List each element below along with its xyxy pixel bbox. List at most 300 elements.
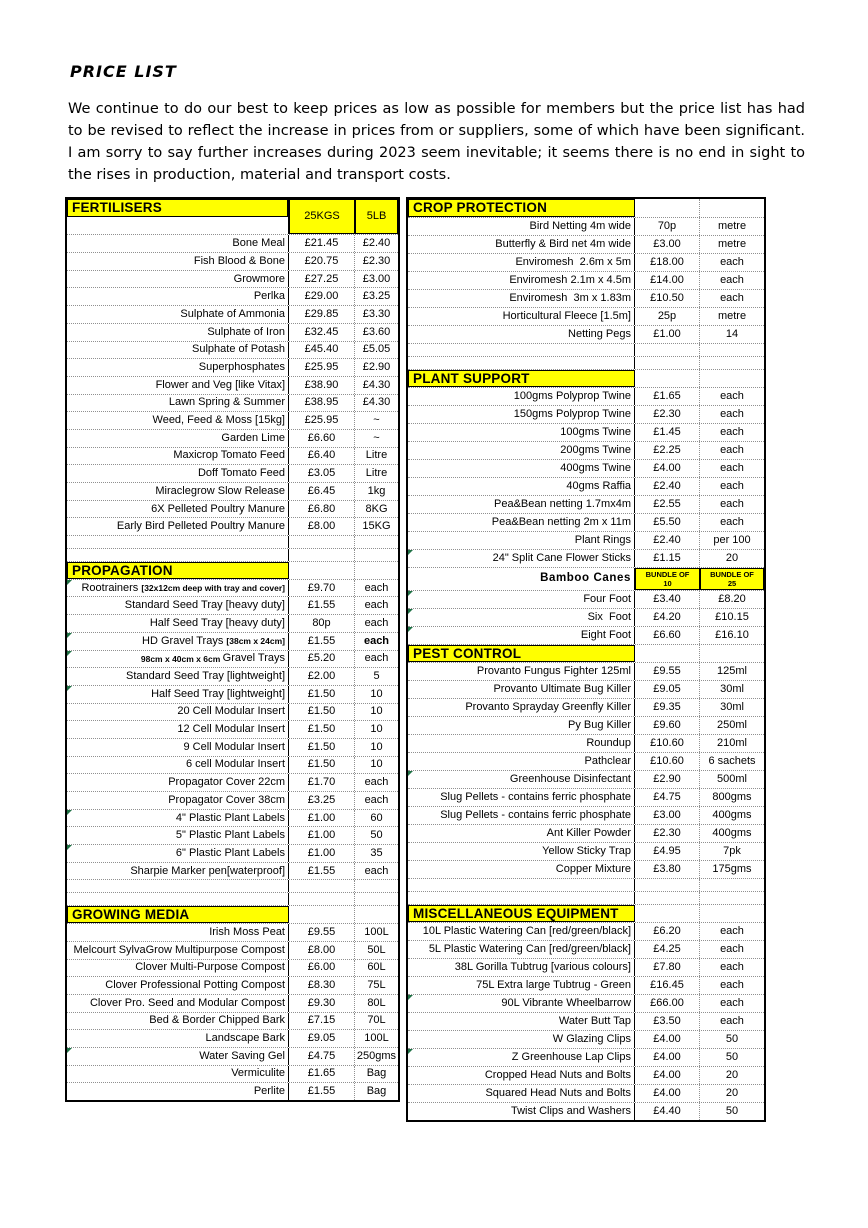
item-price: £9.30	[289, 995, 355, 1012]
item-price: £66.00	[635, 995, 700, 1012]
label-text: Garden Lime	[221, 431, 285, 444]
table-row	[408, 567, 764, 590]
section-title: PLANT SUPPORT	[408, 370, 635, 387]
item-label	[408, 995, 635, 1012]
table-row	[67, 1012, 398, 1030]
label-text: Perlite	[253, 1085, 285, 1098]
label-text: Yellow Sticky Trap	[542, 845, 631, 857]
empty-cell	[700, 892, 764, 904]
table-row	[408, 1084, 764, 1102]
item-label	[67, 377, 289, 394]
section-title: PROPAGATION	[67, 562, 289, 579]
table-row	[408, 387, 764, 405]
item-unit: £8.20	[718, 593, 746, 605]
label-part: Gravel Trays	[222, 652, 285, 665]
empty-cell	[67, 549, 289, 561]
label-text: Irish Moss Peat	[209, 925, 285, 938]
item-label	[67, 395, 289, 412]
label-text: Roundup	[586, 737, 631, 749]
item-price: £16.45	[635, 977, 700, 994]
label-text: Clover Pro. Seed and Modular Compost	[89, 996, 285, 1009]
item-label	[67, 960, 289, 977]
empty-cell	[289, 562, 355, 579]
empty-cell	[635, 892, 700, 904]
item-unit: each	[720, 444, 744, 456]
label-text: Perlka	[253, 290, 285, 303]
label-text: Pea&Bean netting 1.7mx4m	[494, 498, 631, 510]
item-unit: each	[720, 390, 744, 402]
table-row	[67, 341, 398, 359]
item-unit: each	[364, 793, 389, 806]
table-row	[408, 940, 764, 958]
item-unit: each	[364, 581, 389, 594]
item-unit: 75L	[367, 979, 386, 992]
item-unit: 100L	[364, 1032, 389, 1045]
item-price: £10.60	[635, 735, 700, 752]
comment-marker	[67, 1048, 72, 1053]
item-unit: Bag	[366, 1067, 387, 1080]
table-row	[67, 482, 398, 500]
empty-cell	[355, 549, 398, 561]
section-header-row	[408, 644, 764, 662]
table-row	[408, 662, 764, 680]
item-label	[67, 827, 289, 844]
item-price: 25p	[635, 308, 700, 325]
empty-cell	[289, 536, 355, 548]
comment-marker	[408, 1049, 413, 1054]
label-text: 6 cell Modular Insert	[185, 758, 285, 771]
label-text: Early Bird Pelleted Poultry Manure	[116, 520, 285, 533]
item-unit: each	[720, 480, 744, 492]
item-price: £25.95	[289, 359, 355, 376]
item-price: £1.50	[289, 721, 355, 738]
item-label	[408, 861, 635, 878]
item-label	[408, 460, 635, 477]
item-price: £1.00	[289, 845, 355, 862]
label-text: Sulphate of Ammonia	[180, 307, 285, 320]
item-label	[67, 342, 289, 359]
item-unit: 60L	[367, 961, 386, 974]
item-unit: 70L	[367, 1014, 386, 1027]
table-row	[408, 405, 764, 423]
table-row	[67, 667, 398, 685]
item-label	[408, 825, 635, 842]
empty-cell	[635, 344, 700, 356]
label-text: Pathclear	[584, 755, 631, 767]
item-label	[408, 550, 635, 567]
item-price: £7.80	[635, 959, 700, 976]
item-price: £1.00	[635, 326, 700, 343]
item-price: £9.05	[635, 681, 700, 698]
label-text: 150gms Polyprop Twine	[513, 408, 631, 420]
item-price: £1.50	[289, 704, 355, 721]
item-price: £18.00	[635, 254, 700, 271]
empty-cell	[700, 357, 764, 369]
item-label	[67, 686, 289, 703]
label-text: Enviromesh 2.1m x 4.5m	[509, 274, 631, 286]
item-unit: 7pk	[723, 845, 741, 857]
label-text: Bird Netting 4m wide	[529, 220, 631, 232]
label-text: Doff Tomato Feed	[197, 467, 285, 480]
label-text: 10L Plastic Watering Can [red/green/black]	[422, 925, 631, 937]
item-unit: 15KG	[362, 520, 391, 533]
page-title: PRICE LIST	[70, 62, 177, 81]
label-text: Sulphate of Potash	[192, 343, 285, 356]
label-text: Plant Rings	[574, 534, 631, 546]
item-label	[408, 735, 635, 752]
item-label	[67, 597, 289, 614]
price-table-left	[65, 197, 400, 1102]
item-price: £9.55	[635, 663, 700, 680]
item-label	[67, 810, 289, 827]
item-label	[67, 845, 289, 862]
label-text: Fish Blood & Bone	[193, 254, 285, 267]
comment-marker	[408, 995, 413, 1000]
item-price: £2.55	[635, 496, 700, 513]
table-row	[408, 531, 764, 549]
item-price: £5.50	[635, 514, 700, 531]
table-row	[408, 680, 764, 698]
gap-row	[408, 343, 764, 356]
table-row	[67, 596, 398, 614]
table-row	[408, 1102, 764, 1120]
table-row	[408, 235, 764, 253]
table-row	[408, 307, 764, 325]
label-text: Superphosphates	[198, 361, 285, 374]
gap-row	[67, 535, 398, 548]
item-label	[408, 478, 635, 495]
item-price: £2.30	[635, 406, 700, 423]
section-header-row	[408, 904, 764, 922]
item-unit: 400gms	[712, 809, 752, 821]
item-price: £29.00	[289, 288, 355, 305]
item-unit: each	[720, 498, 744, 510]
table-row	[408, 958, 764, 976]
item-label	[67, 580, 289, 597]
item-price: £1.55	[289, 633, 355, 650]
item-label	[408, 591, 635, 608]
label-text: Half Seed Tray [lightweight]	[151, 687, 285, 700]
item-label	[408, 609, 635, 626]
label-text: Provanto Ultimate Bug Killer	[493, 683, 631, 695]
item-label	[67, 668, 289, 685]
label-text: 400gms Twine	[560, 462, 631, 474]
item-unit: 50	[370, 829, 383, 842]
item-price: £4.40	[635, 1103, 700, 1120]
empty-cell	[700, 199, 764, 217]
item-label	[408, 272, 635, 289]
item-label	[67, 615, 289, 632]
label-text: Cropped Head Nuts and Bolts	[484, 1069, 631, 1081]
item-label	[408, 1085, 635, 1102]
table-row	[408, 994, 764, 1012]
item-label	[67, 412, 289, 429]
label-text: Provanto Fungus Fighter 125ml	[476, 665, 631, 677]
label-text: Pea&Bean netting 2m x 11m	[491, 516, 631, 528]
item-label	[408, 627, 635, 644]
item-label	[408, 254, 635, 271]
item-unit: £4.30	[362, 378, 391, 391]
item-unit: 6 sachets	[708, 755, 756, 767]
item-unit: 10	[370, 687, 383, 700]
item-price: £1.65	[289, 1066, 355, 1083]
table-row	[408, 716, 764, 734]
item-unit: 125ml	[717, 665, 747, 677]
item-label	[67, 792, 289, 809]
table-row	[408, 1048, 764, 1066]
item-price: £32.45	[289, 324, 355, 341]
label-text: Slug Pellets - contains ferric phosphate	[440, 809, 631, 821]
label-text: Enviromesh 2.6m x 5m	[515, 256, 631, 268]
item-price: £6.00	[289, 960, 355, 977]
comment-marker	[408, 627, 413, 632]
item-label	[408, 514, 635, 531]
item-unit: each	[720, 997, 744, 1009]
label-part: HD Gravel Trays	[142, 634, 227, 647]
table-row	[67, 579, 398, 597]
item-unit: 10	[370, 740, 383, 753]
label-text: Miraclegrow Slow Release	[155, 484, 285, 497]
label-text: Half Seed Tray [heavy duty]	[149, 616, 285, 629]
item-price: £10.50	[635, 290, 700, 307]
table-row	[67, 614, 398, 632]
table-row	[408, 1012, 764, 1030]
item-price: £6.20	[635, 923, 700, 940]
item-price: £6.60	[289, 430, 355, 447]
item-label	[408, 218, 635, 235]
item-price: £2.00	[289, 668, 355, 685]
item-unit: 20	[725, 1087, 739, 1099]
empty-cell	[67, 217, 288, 235]
gap-row	[67, 548, 398, 561]
label-text: Netting Pegs	[568, 328, 631, 340]
item-label	[408, 923, 635, 940]
label-text: Sulphate of Iron	[207, 325, 285, 338]
item-unit: Bag	[366, 1085, 387, 1098]
table-row	[408, 441, 764, 459]
item-label	[408, 699, 635, 716]
empty-cell	[289, 880, 355, 892]
item-label	[67, 501, 289, 518]
label-text: Py Bug Killer	[568, 719, 631, 731]
item-price: £3.05	[289, 465, 355, 482]
item-unit: £16.10	[715, 629, 749, 641]
table-row	[408, 253, 764, 271]
column-header-bundle-10	[635, 568, 700, 590]
section-header-row	[408, 199, 764, 217]
label-text: Squared Head Nuts and Bolts	[485, 1087, 631, 1099]
item-unit: 50L	[367, 943, 386, 956]
item-price: £2.40	[635, 532, 700, 549]
item-label	[408, 1031, 635, 1048]
item-unit: metre	[717, 220, 747, 232]
item-label	[408, 290, 635, 307]
gap-row	[67, 892, 398, 905]
empty-cell	[635, 905, 700, 922]
item-unit: each	[720, 274, 744, 286]
item-unit: Litre	[365, 467, 388, 480]
table-row	[67, 923, 398, 941]
table-row	[408, 752, 764, 770]
item-label	[408, 308, 635, 325]
item-unit: 1kg	[367, 484, 386, 497]
item-price: £8.00	[289, 518, 355, 535]
label-text: Standard Seed Tray [heavy duty]	[124, 599, 285, 612]
item-unit: each	[720, 961, 744, 973]
item-label	[408, 406, 635, 423]
table-row	[67, 270, 398, 288]
item-price: £1.70	[289, 774, 355, 791]
empty-cell	[355, 562, 398, 579]
comment-marker	[67, 633, 72, 638]
item-price: £9.05	[289, 1030, 355, 1047]
item-price: £1.55	[289, 597, 355, 614]
table-row	[67, 464, 398, 482]
item-unit: 60	[370, 811, 383, 824]
empty-cell	[700, 645, 764, 662]
column-header-bundle-25	[700, 568, 764, 590]
label-text: 40gms Raffia	[566, 480, 631, 492]
label-text: 38L Gorilla Tubtrug [various colours]	[454, 961, 631, 973]
label-text: 6" Plastic Plant Labels	[175, 846, 285, 859]
table-row	[67, 287, 398, 305]
label-text: Standard Seed Tray [lightweight]	[126, 670, 285, 683]
item-unit: each	[364, 776, 389, 789]
comment-marker	[408, 591, 413, 596]
label-text: 4" Plastic Plant Labels	[175, 811, 285, 824]
item-unit: metre	[717, 238, 747, 250]
label-text: Landscape Bark	[205, 1032, 285, 1045]
item-price: £38.90	[289, 377, 355, 394]
item-label: Bamboo Canes	[408, 568, 635, 590]
item-price: £1.15	[635, 550, 700, 567]
section-title: GROWING MEDIA	[67, 906, 289, 923]
table-row	[408, 770, 764, 788]
item-label	[67, 359, 289, 376]
item-label	[408, 789, 635, 806]
item-unit: 10	[370, 705, 383, 718]
label-text: 200gms Twine	[560, 444, 631, 456]
item-unit: £3.25	[362, 290, 391, 303]
item-label	[408, 424, 635, 441]
table-row	[67, 773, 398, 791]
item-unit: 10	[370, 723, 383, 736]
label-text: Clover Multi-Purpose Compost	[135, 961, 285, 974]
label-text: Provanto Sprayday Greenfly Killer	[465, 701, 631, 713]
item-label	[408, 532, 635, 549]
item-label	[67, 1083, 289, 1100]
table-row	[67, 809, 398, 827]
table-row	[67, 429, 398, 447]
item-unit: 8KG	[365, 502, 388, 515]
section-title: FERTILISERS	[67, 199, 288, 217]
item-price: £4.95	[635, 843, 700, 860]
item-price: £4.00	[635, 460, 700, 477]
item-price: £4.75	[289, 1048, 355, 1065]
label-text: Butterfly & Bird net 4m wide	[495, 238, 631, 250]
item-label	[67, 721, 289, 738]
table-row	[408, 860, 764, 878]
section-header-row	[67, 199, 398, 234]
label-text: Bed & Border Chipped Bark	[149, 1014, 285, 1027]
empty-cell	[700, 344, 764, 356]
item-price: £2.40	[635, 478, 700, 495]
item-price: £1.45	[635, 424, 700, 441]
item-label	[67, 448, 289, 465]
item-price: £20.75	[289, 253, 355, 270]
comment-marker	[408, 550, 413, 555]
item-label	[408, 326, 635, 343]
section-title: PEST CONTROL	[408, 645, 635, 662]
label-text: Four Foot	[583, 593, 631, 605]
label-text: Horticultural Fleece [1.5m]	[502, 310, 631, 322]
table-row	[67, 1065, 398, 1083]
label-text: Copper Mixture	[555, 863, 631, 875]
bundle-line: BUNDLE OF	[710, 570, 754, 579]
table-row	[67, 376, 398, 394]
item-price: £3.00	[635, 236, 700, 253]
label-text: 9 Cell Modular Insert	[183, 740, 285, 753]
column-header-unit: 5LB	[355, 199, 398, 234]
item-price: 70p	[635, 218, 700, 235]
table-row	[408, 842, 764, 860]
item-unit: 5	[373, 670, 380, 683]
item-label	[67, 977, 289, 994]
item-price: £2.25	[635, 442, 700, 459]
item-label	[67, 757, 289, 774]
item-unit: 80L	[367, 996, 386, 1009]
item-label	[408, 1049, 635, 1066]
column-header-price: 25KGS	[289, 199, 355, 234]
table-row	[67, 1082, 398, 1100]
item-price: £8.30	[289, 977, 355, 994]
item-label	[408, 807, 635, 824]
item-price: £3.25	[289, 792, 355, 809]
empty-cell	[67, 536, 289, 548]
item-unit: 50	[725, 1033, 739, 1045]
table-row	[67, 411, 398, 429]
label-text: 75L Extra large Tubtrug - Green	[476, 979, 631, 991]
label-text: 20 Cell Modular Insert	[177, 705, 285, 718]
item-unit: ~	[373, 431, 380, 444]
label-column-stack	[67, 199, 289, 234]
item-price: £9.35	[635, 699, 700, 716]
label-text: Water Saving Gel	[199, 1049, 285, 1062]
item-label	[67, 924, 289, 941]
item-unit: £4.30	[362, 396, 391, 409]
table-row	[408, 976, 764, 994]
empty-cell	[355, 906, 398, 923]
label-text: Z Greenhouse Lap Clips	[511, 1051, 631, 1063]
item-label	[408, 663, 635, 680]
item-price: £3.80	[635, 861, 700, 878]
item-unit: 250ml	[717, 719, 747, 731]
comment-marker	[67, 810, 72, 815]
label-text: Enviromesh 3m x 1.83m	[509, 292, 631, 304]
item-label	[408, 843, 635, 860]
label-text: Ant Killer Powder	[546, 827, 631, 839]
item-label	[408, 1013, 635, 1030]
item-price: £1.65	[635, 388, 700, 405]
item-unit: each	[364, 599, 389, 612]
empty-cell	[408, 357, 635, 369]
item-price: £1.55	[289, 1083, 355, 1100]
item-label	[408, 1103, 635, 1120]
item-unit: each	[363, 634, 390, 647]
table-row	[408, 698, 764, 716]
comment-marker	[67, 686, 72, 691]
table-row	[67, 234, 398, 252]
